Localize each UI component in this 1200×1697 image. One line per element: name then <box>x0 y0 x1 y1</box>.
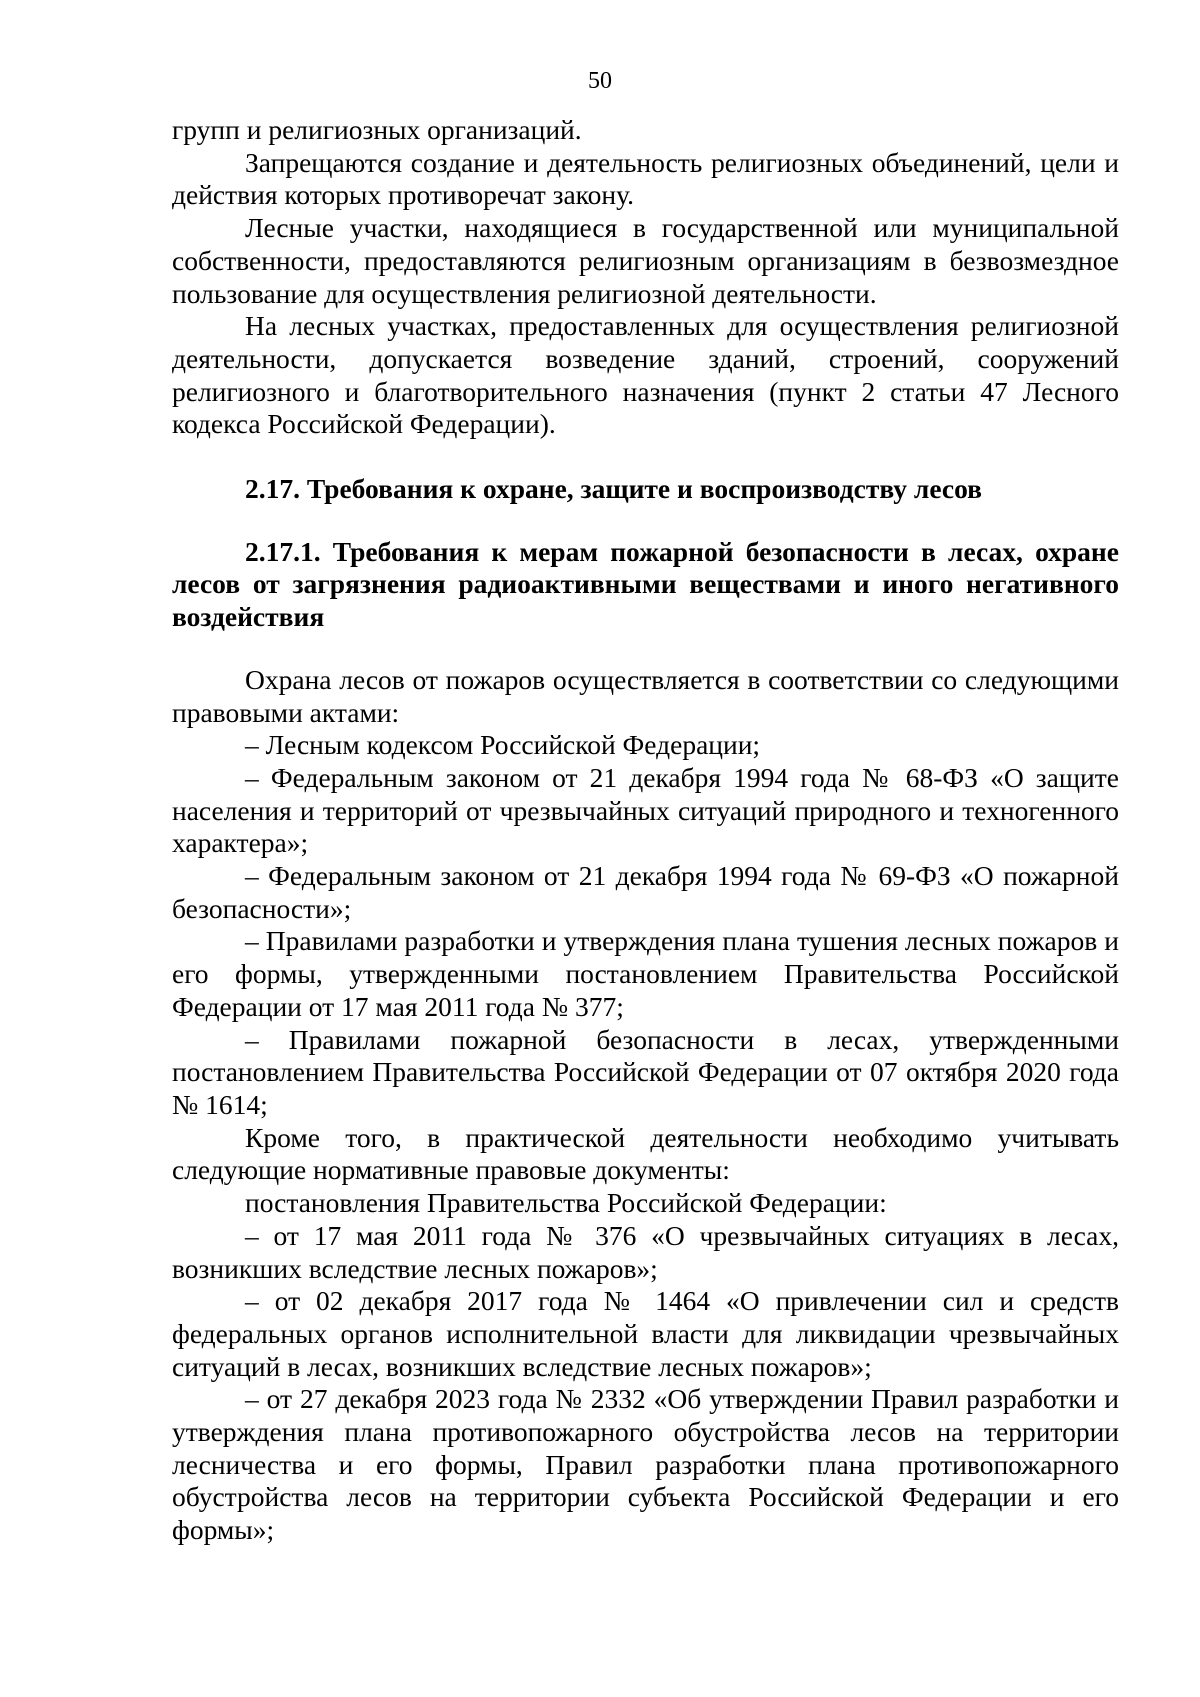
list-item: – от 02 декабря 2017 года № 1464 «О привлечении сил и средств федеральных органов исполнительной власти для ликвидации чрезвычайных ситуаций в лесах, возникших вследствие лесных пожаров»; <box>172 1285 1119 1382</box>
list-item: – от 27 декабря 2023 года № 2332 «Об утверждении Правил разработки и утверждения плана противопожарного обустройства лесов на территории лесничества и его формы, Правил разработки плана противопожарного обустройства лесов на территории субъекта Российской Федерации и его формы»; <box>172 1383 1119 1546</box>
page-number: 50 <box>588 68 612 94</box>
paragraph-forest-plots: Лесные участки, находящиеся в государственной или муниципальной собственности, предоставляются религиозным организациям в безвозмездное пользование для осуществления религиозной деятельности. <box>172 212 1119 309</box>
list-item: – Федеральным законом от 21 декабря 1994 года № 68-ФЗ «О защите населения и территорий от чрезвычайных ситуаций природного и техногенного характера»; <box>172 761 1119 859</box>
paragraph-additionally: Кроме того, в практической деятельности необходимо учитывать следующие нормативные правовые документы: <box>172 1121 1119 1186</box>
list-item: – Федеральным законом от 21 декабря 1994 года № 69-ФЗ «О пожарной безопасности»; <box>172 860 1119 924</box>
paragraph-resolutions: постановления Правительства Российской Федерации: <box>245 1187 887 1219</box>
list-item: – Лесным кодексом Российской Федерации; <box>245 729 761 761</box>
paragraph-continuation: групп и религиозных организаций. <box>172 114 582 145</box>
section-heading-2-17: 2.17. Требования к охране, защите и воспроизводству лесов <box>245 473 982 505</box>
document-body <box>172 114 1119 1547</box>
paragraph-construction: На лесных участках, предоставленных для осуществления религиозной деятельности, допускается возведение зданий, строений, сооружений религиозного и благотворительного назначения (пункт 2 статьи 47 Лесного кодекса Российской Федерации). <box>172 310 1119 440</box>
list-item: – от 17 мая 2011 года № 376 «О чрезвычайных ситуациях в лесах, возникших вследствие лесных пожаров»; <box>172 1219 1119 1284</box>
section-heading-2-17-1: 2.17.1. Требования к мерам пожарной безопасности в лесах, охране лесов от загрязнения радиоактивными веществами и иного негативного воздействия <box>172 535 1119 633</box>
list-item: – Правилами разработки и утверждения плана тушения лесных пожаров и его формы, утвержденными постановлением Правительства Российской Федерации от 17 мая 2011 года № 377; <box>172 925 1119 1022</box>
paragraph-prohibition: Запрещаются создание и деятельность религиозных объединений, цели и действия которых противоречат закону. <box>172 146 1119 211</box>
list-item: – Правилами пожарной безопасности в лесах, утвержденными постановлением Правительства Российской Федерации от 07 октября 2020 года № 1614; <box>172 1023 1119 1120</box>
paragraph-fire-protection: Охрана лесов от пожаров осуществляется в соответствии со следующими правовыми актами: <box>172 663 1119 728</box>
